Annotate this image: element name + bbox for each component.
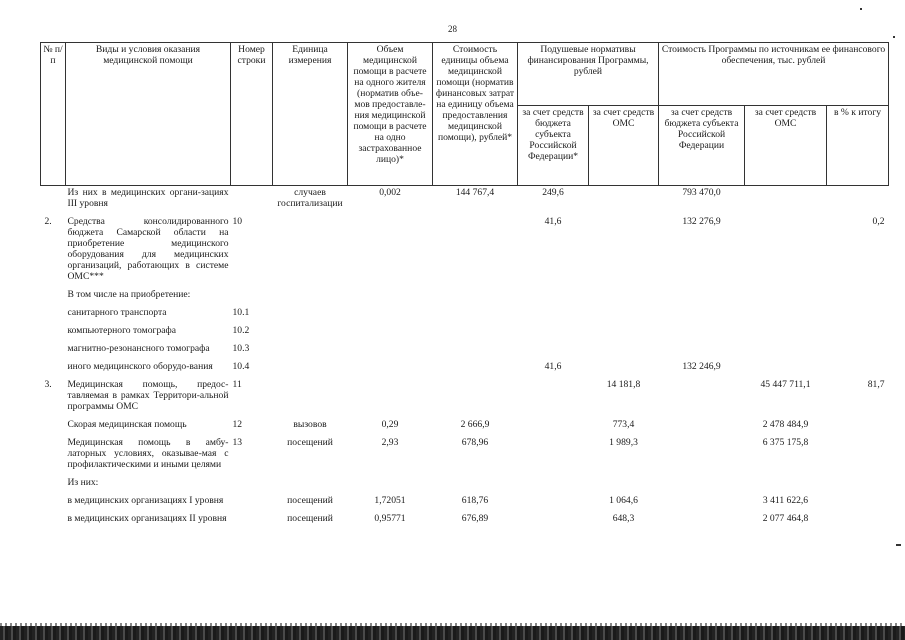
row-program-oms: 45 447 711,1: [760, 379, 811, 390]
row-per-capita-fed: [518, 373, 589, 413]
row-per-capita-oms: 1 989,3: [609, 437, 638, 448]
row-volume: [348, 355, 433, 373]
col-header-per-capita-fed: за счет средств бюджета субъекта Российской Федерации*: [518, 106, 589, 186]
row-name: Из них в медицинских органи-зациях III уровня: [67, 187, 229, 209]
row-per-capita-oms: 648,3: [612, 513, 635, 524]
row-volume: [348, 337, 433, 355]
row-per-capita-oms: [589, 283, 659, 301]
col-header-per-capita-oms: за счет средств ОМС: [589, 106, 659, 186]
row-name: Средства консолидированного бюджета Самарской области на приобретение медицинского оборудования для медицинских организаций, работающих в системе ОМС***: [67, 216, 229, 282]
row-program-oms: [745, 337, 827, 355]
row-program-oms: 2 478 484,9: [762, 419, 809, 430]
row-number: [41, 413, 66, 431]
row-line-number: 10.2: [232, 325, 250, 336]
row-volume: [348, 373, 433, 413]
table-row: [41, 413, 889, 431]
row-number: [41, 186, 66, 211]
row-name: магнитно-резонансного томографа: [67, 343, 210, 354]
col-header-volume: Объем медицинской помощи в расчете на одного жителя (норматив объе-мов предоставле-ния медицинской помощи в расчете на одно застрахованное лицо)*: [348, 43, 433, 186]
row-unit: [273, 471, 348, 489]
row-program-pct: 0,2: [872, 216, 885, 227]
row-program-fed: [659, 319, 745, 337]
row-program-oms: 2 077 464,8: [762, 513, 809, 524]
row-number: [41, 431, 66, 471]
row-per-capita-oms: [589, 301, 659, 319]
row-per-capita-fed: [518, 283, 589, 301]
col-header-program-oms: за счет средств ОМС: [745, 106, 827, 186]
row-unit-cost: [433, 355, 518, 373]
row-unit: вызовов: [293, 419, 327, 430]
row-unit: [273, 319, 348, 337]
row-program-pct: [827, 319, 889, 337]
row-per-capita-fed: 41,6: [544, 216, 562, 227]
row-per-capita-fed: 41,6: [544, 361, 562, 372]
row-program-pct: [827, 431, 889, 471]
row-unit-cost: 678,96: [461, 437, 489, 448]
scan-speck: [893, 36, 895, 38]
row-program-pct: 81,7: [867, 379, 885, 390]
row-program-oms: [745, 210, 827, 283]
row-name: иного медицинского оборудо-вания: [67, 361, 213, 372]
row-per-capita-fed: [518, 431, 589, 471]
row-unit: [273, 337, 348, 355]
row-unit-cost: [433, 471, 518, 489]
scan-speck: [860, 8, 862, 10]
row-volume: [348, 471, 433, 489]
row-per-capita-oms: 1 064,6: [609, 495, 638, 506]
row-per-capita-fed: [518, 337, 589, 355]
row-number: [41, 319, 66, 337]
row-unit: [273, 210, 348, 283]
row-program-pct: [827, 355, 889, 373]
row-program-fed: [659, 431, 745, 471]
row-line-number: 11: [232, 379, 242, 390]
row-line-number: 13: [232, 437, 243, 448]
table-row: [41, 471, 889, 489]
row-per-capita-oms: 773,4: [612, 419, 635, 430]
table-row: [41, 283, 889, 301]
row-volume: 0,002: [379, 187, 401, 198]
row-program-oms: [745, 355, 827, 373]
table-row: [41, 210, 889, 283]
row-program-oms: [745, 283, 827, 301]
row-number: 3.: [44, 379, 52, 390]
row-unit: посещений: [287, 495, 333, 506]
row-program-fed: 793 470,0: [682, 187, 721, 198]
row-program-pct: [827, 507, 889, 525]
row-per-capita-oms: [589, 355, 659, 373]
row-per-capita-fed: 249,6: [542, 187, 564, 198]
row-program-oms: 6 375 175,8: [762, 437, 809, 448]
row-unit-cost: 618,76: [461, 495, 489, 506]
table-row: [41, 301, 889, 319]
row-name: В том числе на приобретение:: [67, 289, 191, 300]
table-row: [41, 355, 889, 373]
row-line-number: [231, 507, 273, 525]
row-name: санитарного транспорта: [67, 307, 167, 318]
row-unit: посещений: [287, 513, 333, 524]
scan-edge: [0, 626, 905, 640]
row-program-pct: [827, 283, 889, 301]
row-per-capita-oms: [589, 471, 659, 489]
row-unit: [273, 355, 348, 373]
row-unit-cost: [433, 373, 518, 413]
row-program-fed: [659, 373, 745, 413]
row-unit-cost: 144 767,4: [455, 187, 495, 198]
row-name: в медицинских организациях II уровня: [67, 513, 227, 524]
row-program-pct: [827, 186, 889, 211]
row-volume: [348, 319, 433, 337]
row-unit: [273, 283, 348, 301]
row-volume: 1,72051: [374, 495, 406, 506]
row-program-fed: 132 276,9: [682, 216, 721, 227]
row-program-pct: [827, 471, 889, 489]
row-line-number: 10.1: [232, 307, 250, 318]
row-unit-cost: [433, 210, 518, 283]
row-per-capita-oms: 14 181,8: [606, 379, 641, 390]
row-line-number: [231, 471, 273, 489]
row-unit-cost: [433, 337, 518, 355]
row-line-number: 10.3: [232, 343, 250, 354]
row-unit-cost: 676,89: [461, 513, 489, 524]
row-per-capita-oms: [589, 186, 659, 211]
row-volume: [348, 210, 433, 283]
row-number: 2.: [44, 216, 52, 227]
table-row: [41, 373, 889, 413]
row-line-number: [231, 283, 273, 301]
table-body: [41, 186, 889, 526]
row-per-capita-fed: [518, 471, 589, 489]
row-per-capita-fed: [518, 507, 589, 525]
row-line-number: [231, 489, 273, 507]
row-number: [41, 301, 66, 319]
row-number: [41, 489, 66, 507]
row-number: [41, 283, 66, 301]
table-row: [41, 507, 889, 525]
col-header-name: Виды и условия оказания медицинской помощи: [66, 43, 231, 186]
col-header-cost: Стоимость единицы объема медицинской помощи (норматив финансовых затрат на единицу объема предоставления медицинской помощи), рублей*: [433, 43, 518, 186]
row-name: Медицинская помощь в амбу-латорных условиях, оказывае-мая с профилактическими и иными целями: [67, 437, 229, 470]
row-number: [41, 337, 66, 355]
program-cost-table: [40, 42, 889, 525]
row-volume: [348, 283, 433, 301]
row-program-pct: [827, 301, 889, 319]
row-program-oms: 3 411 622,6: [762, 495, 809, 506]
row-program-fed: [659, 489, 745, 507]
table-row: [41, 431, 889, 471]
row-unit-cost: [433, 319, 518, 337]
row-unit: случаев госпитализации: [277, 187, 343, 209]
row-volume: 0,95771: [374, 513, 406, 524]
row-name: Медицинская помощь, предос-тавляемая в рамках Территори-альной программы ОМС: [67, 379, 229, 412]
row-program-fed: 132 246,9: [682, 361, 721, 372]
row-program-fed: [659, 301, 745, 319]
table-row: [41, 319, 889, 337]
row-unit: [273, 301, 348, 319]
table-header: [41, 43, 889, 186]
row-program-fed: [659, 413, 745, 431]
row-per-capita-fed: [518, 319, 589, 337]
row-number: [41, 507, 66, 525]
row-name: Скорая медицинская помощь: [67, 419, 187, 430]
row-unit: посещений: [287, 437, 333, 448]
col-header-program-cost: Стоимость Программы по источникам ее финансового обеспечения, тыс. рублей: [659, 43, 889, 106]
row-program-oms: [745, 186, 827, 211]
row-unit-cost: [433, 283, 518, 301]
row-number: [41, 355, 66, 373]
row-program-pct: [827, 413, 889, 431]
row-unit-cost: [433, 301, 518, 319]
row-per-capita-oms: [589, 337, 659, 355]
row-program-pct: [827, 337, 889, 355]
row-unit: [273, 373, 348, 413]
col-header-per-capita: Подушевые нормативы финансирования Программы, рублей: [518, 43, 659, 106]
table-row: [41, 186, 889, 211]
row-per-capita-fed: [518, 301, 589, 319]
row-program-fed: [659, 507, 745, 525]
row-per-capita-fed: [518, 413, 589, 431]
col-header-program-fed: за счет средств бюджета субъекта Российской Федерации: [659, 106, 745, 186]
row-line-number: 10: [232, 216, 243, 227]
row-number: [41, 471, 66, 489]
row-program-fed: [659, 471, 745, 489]
row-volume: 0,29: [381, 419, 399, 430]
row-program-oms: [745, 319, 827, 337]
page-number: 28: [448, 24, 457, 34]
scan-speck: [896, 544, 901, 546]
col-header-line: Номер строки: [231, 43, 273, 186]
row-per-capita-fed: [518, 489, 589, 507]
col-header-num: № п/п: [41, 43, 66, 186]
row-per-capita-oms: [589, 319, 659, 337]
table-row: [41, 337, 889, 355]
row-name: компьютерного томографа: [67, 325, 176, 336]
row-name: Из них:: [67, 477, 99, 488]
col-header-program-pct: в % к итогу: [827, 106, 889, 186]
row-line-number: 12: [232, 419, 243, 430]
row-name: в медицинских организациях I уровня: [67, 495, 224, 506]
row-program-pct: [827, 489, 889, 507]
row-program-oms: [745, 301, 827, 319]
table-row: [41, 489, 889, 507]
row-unit-cost: 2 666,9: [460, 419, 490, 430]
row-program-fed: [659, 337, 745, 355]
row-volume: [348, 301, 433, 319]
row-line-number: [231, 186, 273, 211]
row-line-number: 10.4: [232, 361, 250, 372]
col-header-unit: Единица измерения: [273, 43, 348, 186]
row-program-fed: [659, 283, 745, 301]
row-volume: 2,93: [381, 437, 399, 448]
row-program-oms: [745, 471, 827, 489]
row-per-capita-oms: [589, 210, 659, 283]
